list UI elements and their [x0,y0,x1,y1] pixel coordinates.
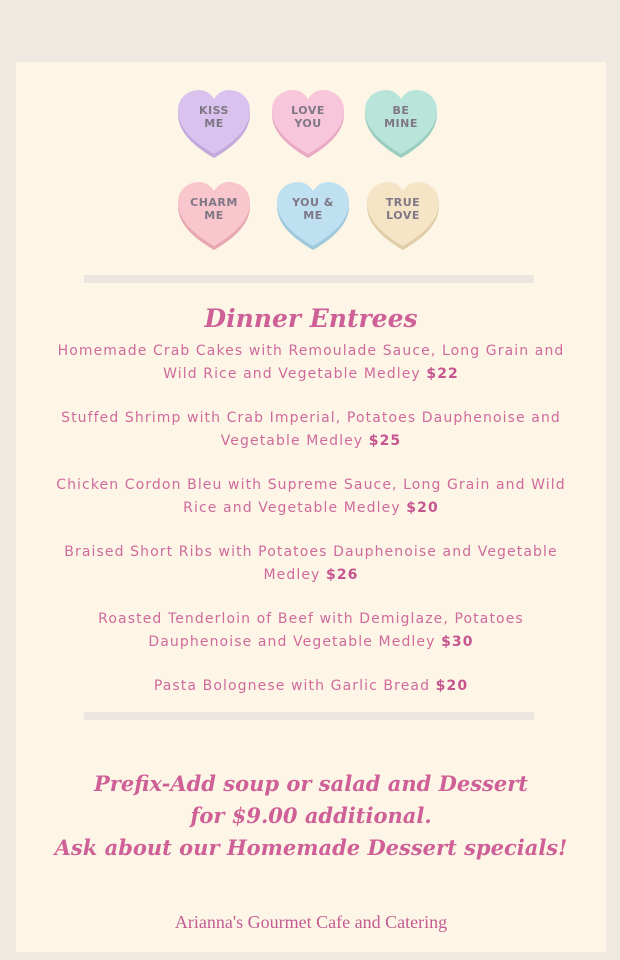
heart-text-line: ME [303,209,323,222]
heart-text-line: YOU [294,117,322,130]
section-title: Dinner Entrees [204,304,418,333]
menu-item [56,541,566,587]
promo-line: Prefix-Add soup or salad and Dessert [93,771,529,796]
menu-item-description: Stuffed Shrimp with Crab Imperial, Potatoes Dauphenoise and Vegetable Medley [61,410,561,449]
menu-item [56,407,566,453]
promo-text [16,768,606,864]
candy-heart-icon [176,84,252,160]
menu-item-price: $25 [368,433,402,449]
menu-item [56,675,566,698]
menu-item-description: Roasted Tenderloin of Beef with Demiglaze, Potatoes Dauphenoise and Vegetable Medley [98,611,524,650]
heart-text-line: ME [204,209,224,222]
candy-hearts [16,62,606,272]
heart-text-line: LOVE [291,104,325,117]
menu-item-description: Homemade Crab Cakes with Remoulade Sauce, Long Grain and Wild Rice and Vegetable Medley [57,343,565,382]
footer-business-name: Arianna's Gourmet Cafe and Catering [174,912,448,932]
menu-item-price: $26 [326,567,359,583]
candy-heart-icon [363,84,439,160]
heart-text-line: YOU & [292,196,334,209]
promo-line: Ask about our Homemade Dessert specials! [54,835,568,860]
divider-top [84,275,534,283]
heart-text-line: LOVE [386,209,420,222]
candy-heart-icon [275,176,351,252]
menu-item-description: Pasta Bolognese with Garlic Bread [153,678,431,694]
menu-item-price: $20 [435,678,469,694]
menu-item-description: Braised Short Ribs with Potatoes Dauphenoise and Vegetable Medley [64,544,558,583]
menu-item-price: $20 [406,500,439,516]
menu-item-price: $30 [441,634,474,650]
menu-item [56,608,566,654]
menu-item [56,340,566,386]
candy-heart-icon [365,176,441,252]
divider-bottom [84,712,534,720]
menu-item-price: $22 [426,366,459,382]
promo-line: for $9.00 additional. [190,803,432,828]
menu-item-description: Chicken Cordon Bleu with Supreme Sauce, Long Grain and Wild Rice and Vegetable Medley [56,477,566,516]
heart-text-line: TRUE [385,196,421,209]
heart-text-line: CHARM [190,196,238,209]
heart-text-line: MINE [384,117,418,130]
menu-page [16,62,606,952]
heart-text-line: ME [204,117,224,130]
heart-text-line: BE [392,104,410,117]
candy-heart-icon [270,84,346,160]
heart-text-line: KISS [199,104,229,117]
candy-heart-icon [176,176,252,252]
menu-item [56,474,566,520]
